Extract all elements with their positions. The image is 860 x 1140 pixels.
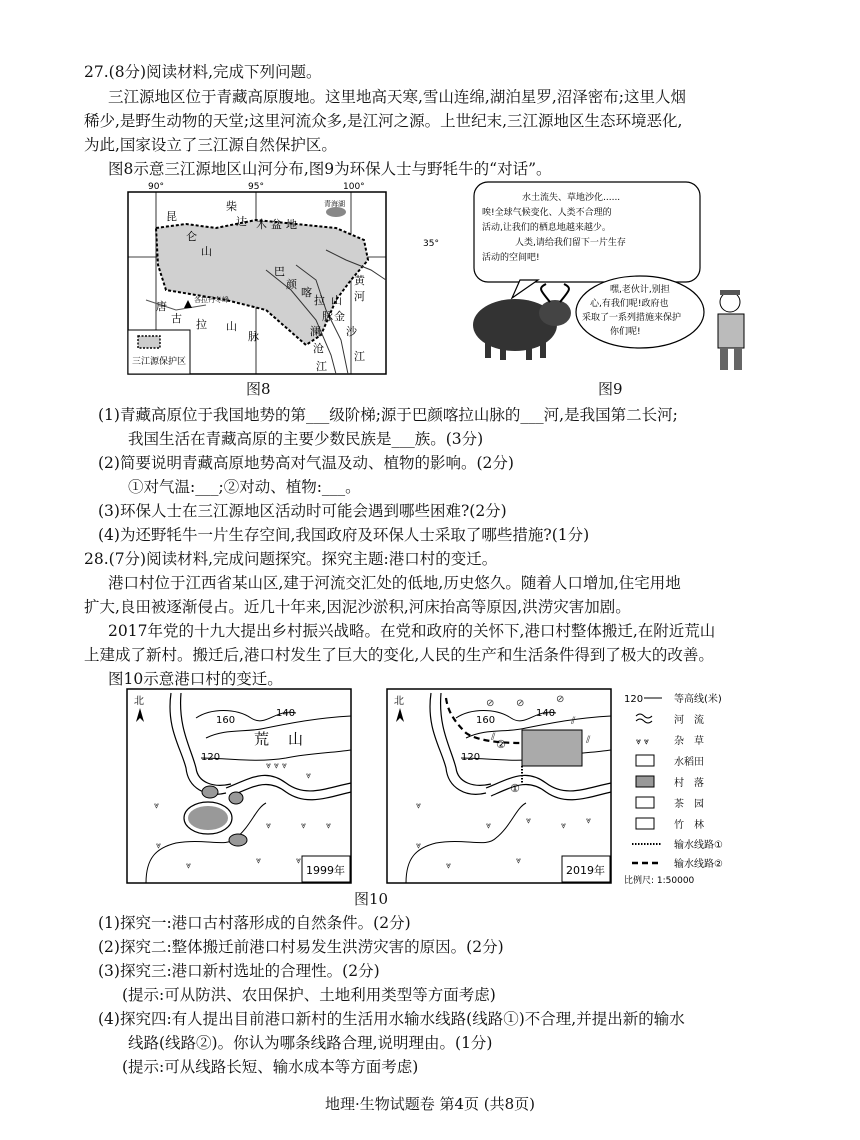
legend-river-label: 河 流 (674, 715, 704, 726)
svg-text:⩔: ⩔ (516, 856, 522, 866)
svg-text:⩔: ⩔ (256, 856, 262, 866)
svg-text:嘿,老伙计,别担: 嘿,老伙计,别担 (610, 285, 670, 295)
legend-tea-icon (636, 797, 654, 808)
q27-question-1: (1)青藏高原位于我国地势的第___级阶梯;源于巴颜喀拉山脉的___河,是我国第二长河; (98, 406, 678, 424)
legend-river-icon (636, 714, 652, 723)
svg-text:活动的空间吧!: 活动的空间吧! (482, 253, 540, 263)
north-label-2019: 北 (394, 696, 404, 707)
figure-10-legend (622, 688, 762, 884)
svg-text:160: 160 (476, 715, 496, 726)
label-shan2: 山 (331, 294, 342, 307)
village-new (522, 730, 582, 766)
q28-question-4-cont: 线路(线路②)。你认为哪条线路合理,说明理由。(1分) (128, 1034, 493, 1052)
legend-paddy-label: 水稻田 (674, 757, 704, 768)
yak-illustration (473, 284, 571, 360)
label-he: 河 (354, 290, 365, 303)
svg-text:采取了一系列措施来保护: 采取了一系列措施来保护 (582, 313, 682, 323)
legend-tea-label: 茶 园 (674, 799, 704, 810)
q28-para1-line2: 扩大,良田被逐渐侵占。近几十年来,因泥沙淤积,河床抬高等原因,洪涝灾害加剧。 (84, 598, 631, 616)
label-tang: 唐 (156, 300, 167, 313)
label-yan: 颜 (286, 278, 297, 291)
contour-160-label: 160 (216, 715, 236, 726)
label-mai: 脉 (248, 330, 259, 343)
q27-question-4: (4)为还野牦牛一片生存空间,我国政府及环保人士采取了哪些措施?(1分) (98, 526, 590, 544)
svg-text:⩔: ⩔ (446, 861, 452, 871)
label-shan3: 山 (226, 320, 237, 333)
figure-10-map-2019 (386, 688, 612, 884)
label-la1: 拉 (314, 294, 325, 307)
north-label: 北 (134, 696, 144, 707)
q28-para1-line1: 港口村位于江西省某山区,建于河流交汇处的低地,历史悠久。随着人口增加,住宅用地 (108, 574, 681, 592)
q28-para3: 图10示意港口村的变迁。 (108, 670, 283, 688)
svg-text:140: 140 (536, 708, 556, 719)
svg-text:⩔: ⩔ (186, 861, 192, 871)
label-jiang1: 江 (354, 350, 365, 363)
label-da: 达 (236, 215, 247, 228)
svg-text:⩔: ⩔ (266, 821, 272, 831)
q28-question-3: (3)探究三:港口新村选址的合理性。(2分) (98, 962, 380, 980)
q27-heading: 27.(8分)阅读材料,完成下列问题。 (84, 63, 322, 81)
svg-text:⩔: ⩔ (154, 801, 160, 811)
label-di: 地 (286, 218, 297, 231)
svg-text:⫽: ⫽ (491, 732, 496, 743)
q28-para2-line2: 上建成了新村。搬迁后,港口村发生了巨大的变化,人民的生产和生活条件得到了极大的改善。 (84, 646, 714, 664)
svg-text:唉!全球气候变化、人类不合理的: 唉!全球气候变化、人类不合理的 (482, 208, 612, 218)
label-sha: 沙 (346, 325, 357, 338)
q28-question-2: (2)探究二:整体搬迁前港口村易发生洪涝灾害的原因。(2分) (98, 938, 504, 956)
q27-question-1-cont: 我国生活在青藏高原的主要少数民族是___族。(3分) (128, 430, 484, 448)
svg-text:⩔: ⩔ (156, 841, 162, 851)
conservationist-illustration (718, 290, 744, 370)
q27-para2: 图8示意三江源地区山河分布,图9为环保人士与野牦牛的“对话”。 (108, 160, 552, 178)
lat-35: 35° (423, 239, 439, 249)
legend-village-icon (636, 776, 654, 787)
figure-8-map (126, 180, 439, 376)
route-2-label: ② (496, 738, 506, 751)
label-ba: 巴 (274, 265, 285, 278)
q27-para1-line1: 三江源地区位于青藏高原腹地。这里地高天寒,雪山连绵,湖泊星罗,沼泽密布;这里人烟 (108, 88, 687, 106)
svg-text:⩔: ⩔ (326, 821, 332, 831)
q28-question-4-hint: (提示:可从线路长短、输水成本等方面考虑) (122, 1058, 419, 1076)
legend-reserve-label: 三江源保护区 (132, 357, 187, 367)
label-gu: 古 (171, 312, 182, 325)
barren-hill-label-1: 荒 (254, 730, 270, 748)
svg-text:120: 120 (461, 752, 481, 763)
scale-label: 比例尺: 1:50000 (624, 876, 695, 886)
q28-para2-line1: 2017年党的十九大提出乡村振兴战略。在党和政府的关怀下,港口村整体搬迁,在附近荒山 (108, 622, 716, 640)
label-cang: 沧 (313, 342, 324, 355)
label-jiang2: 江 (316, 360, 327, 373)
label-huang: 黄 (354, 274, 365, 287)
lon-95: 95° (248, 182, 264, 192)
svg-text:⩔: ⩔ (306, 771, 312, 781)
q28-question-3-hint: (提示:可从防洪、农田保护、土地利用类型等方面考虑) (122, 986, 496, 1004)
svg-text:⩔: ⩔ (416, 841, 422, 851)
label-mu: 木 (256, 218, 267, 231)
svg-text:你们呢!: 你们呢! (610, 327, 641, 337)
page-footer: 地理·生物试题卷 第4页 (共8页) (324, 1095, 536, 1113)
q27-question-2: (2)简要说明青藏高原地势高对气温及动、植物的影响。(2分) (98, 454, 514, 472)
year-2019-label: 2019年 (566, 864, 605, 877)
label-lan: 澜 (310, 325, 321, 338)
svg-text:⊘: ⊘ (486, 698, 495, 709)
legend-line2-label: 输水线路② (674, 859, 723, 870)
legend-contour-symbol: 120 (624, 694, 644, 705)
lon-100: 100° (343, 182, 365, 192)
q27-para1-line2: 稀少,是野生动物的天堂;这里河流众多,是江河之源。上世纪末,三江源地区生态环境恶化, (84, 112, 683, 130)
legend-grass-label: 杂 草 (674, 736, 704, 747)
contour-140-label: 140 (276, 708, 296, 719)
contour-120-label: 120 (201, 752, 221, 763)
figure-9-caption: 图9 (598, 380, 623, 398)
svg-text:⩔: ⩔ (486, 821, 492, 831)
peak-label: 各拉丹冬峰 (194, 296, 229, 304)
legend-reserve-icon (138, 336, 160, 348)
route-1-label: ① (510, 782, 520, 795)
svg-text:⩔: ⩔ (586, 816, 592, 826)
label-kun: 昆 (166, 210, 177, 223)
svg-text:⊘: ⊘ (556, 694, 565, 705)
q28-heading: 28.(7分)阅读材料,完成问题探究。探究主题:港口村的变迁。 (84, 550, 498, 568)
legend-grass-icon: ⩔ ⩔ (636, 737, 650, 747)
svg-text:⩔: ⩔ (296, 856, 302, 866)
figure-10-map-1999 (126, 688, 352, 884)
label-ka: 喀 (301, 286, 312, 299)
legend-bamboo-label: 竹 林 (674, 820, 704, 831)
village-old (188, 806, 228, 830)
label-pen: 盆 (271, 218, 282, 231)
q27-question-3: (3)环保人士在三江源地区活动时可能会遇到哪些困难?(2分) (98, 502, 507, 520)
svg-text:⫽: ⫽ (586, 735, 591, 746)
svg-text:⩔: ⩔ (416, 801, 422, 811)
figure-10-caption: 图10 (354, 890, 389, 908)
q27-question-2-blanks: ①对气温:___;②对动、植物:___。 (128, 478, 361, 496)
label-lun: 仑 (186, 230, 197, 243)
barren-hill-label-2: 山 (288, 730, 304, 748)
legend-contour-label: 等高线(米) (674, 694, 722, 705)
legend-bamboo-icon (636, 818, 654, 829)
svg-text:⫽: ⫽ (571, 716, 576, 727)
label-la2: 拉 (196, 318, 207, 331)
figure-8-caption: 图8 (246, 380, 271, 398)
label-qinghai-lake: 青海湖 (324, 200, 345, 208)
lon-90: 90° (148, 182, 164, 192)
legend-village-label: 村 落 (674, 778, 704, 789)
svg-text:心,有我们呢!政府也: 心,有我们呢!政府也 (590, 299, 669, 309)
svg-text:水土流失、草地沙化......: 水土流失、草地沙化...... (522, 193, 621, 203)
label-jin: 金 (334, 310, 345, 323)
svg-text:⊘: ⊘ (516, 698, 525, 709)
legend-paddy-icon (636, 755, 654, 766)
q28-question-4: (4)探究四:有人提出目前港口新村的生活用水输水线路(线路①)不合理,并提出新的输水 (98, 1010, 685, 1028)
legend-line1-label: 输水线路① (674, 840, 723, 851)
q28-question-1: (1)探究一:港口古村落形成的自然条件。(2分) (98, 914, 411, 932)
label-chai: 柴 (226, 200, 237, 213)
label-shan1: 山 (201, 245, 212, 258)
svg-text:活动,让我们的栖息地越来越少。: 活动,让我们的栖息地越来越少。 (482, 223, 611, 233)
svg-text:⩔: ⩔ (526, 816, 532, 826)
q27-para1-line3: 为此,国家设立了三江源自然保护区。 (84, 136, 337, 154)
year-1999-label: 1999年 (306, 864, 345, 877)
svg-text:⩔: ⩔ (301, 821, 307, 831)
svg-text:⩔: ⩔ (561, 821, 567, 831)
svg-text:⩔ ⩔ ⩔: ⩔ ⩔ ⩔ (266, 761, 287, 771)
label-mai2: 脉 (322, 310, 333, 323)
svg-text:人类,请给我们留下一片生存: 人类,请给我们留下一片生存 (515, 238, 626, 248)
figure-9-cartoon (460, 180, 760, 376)
